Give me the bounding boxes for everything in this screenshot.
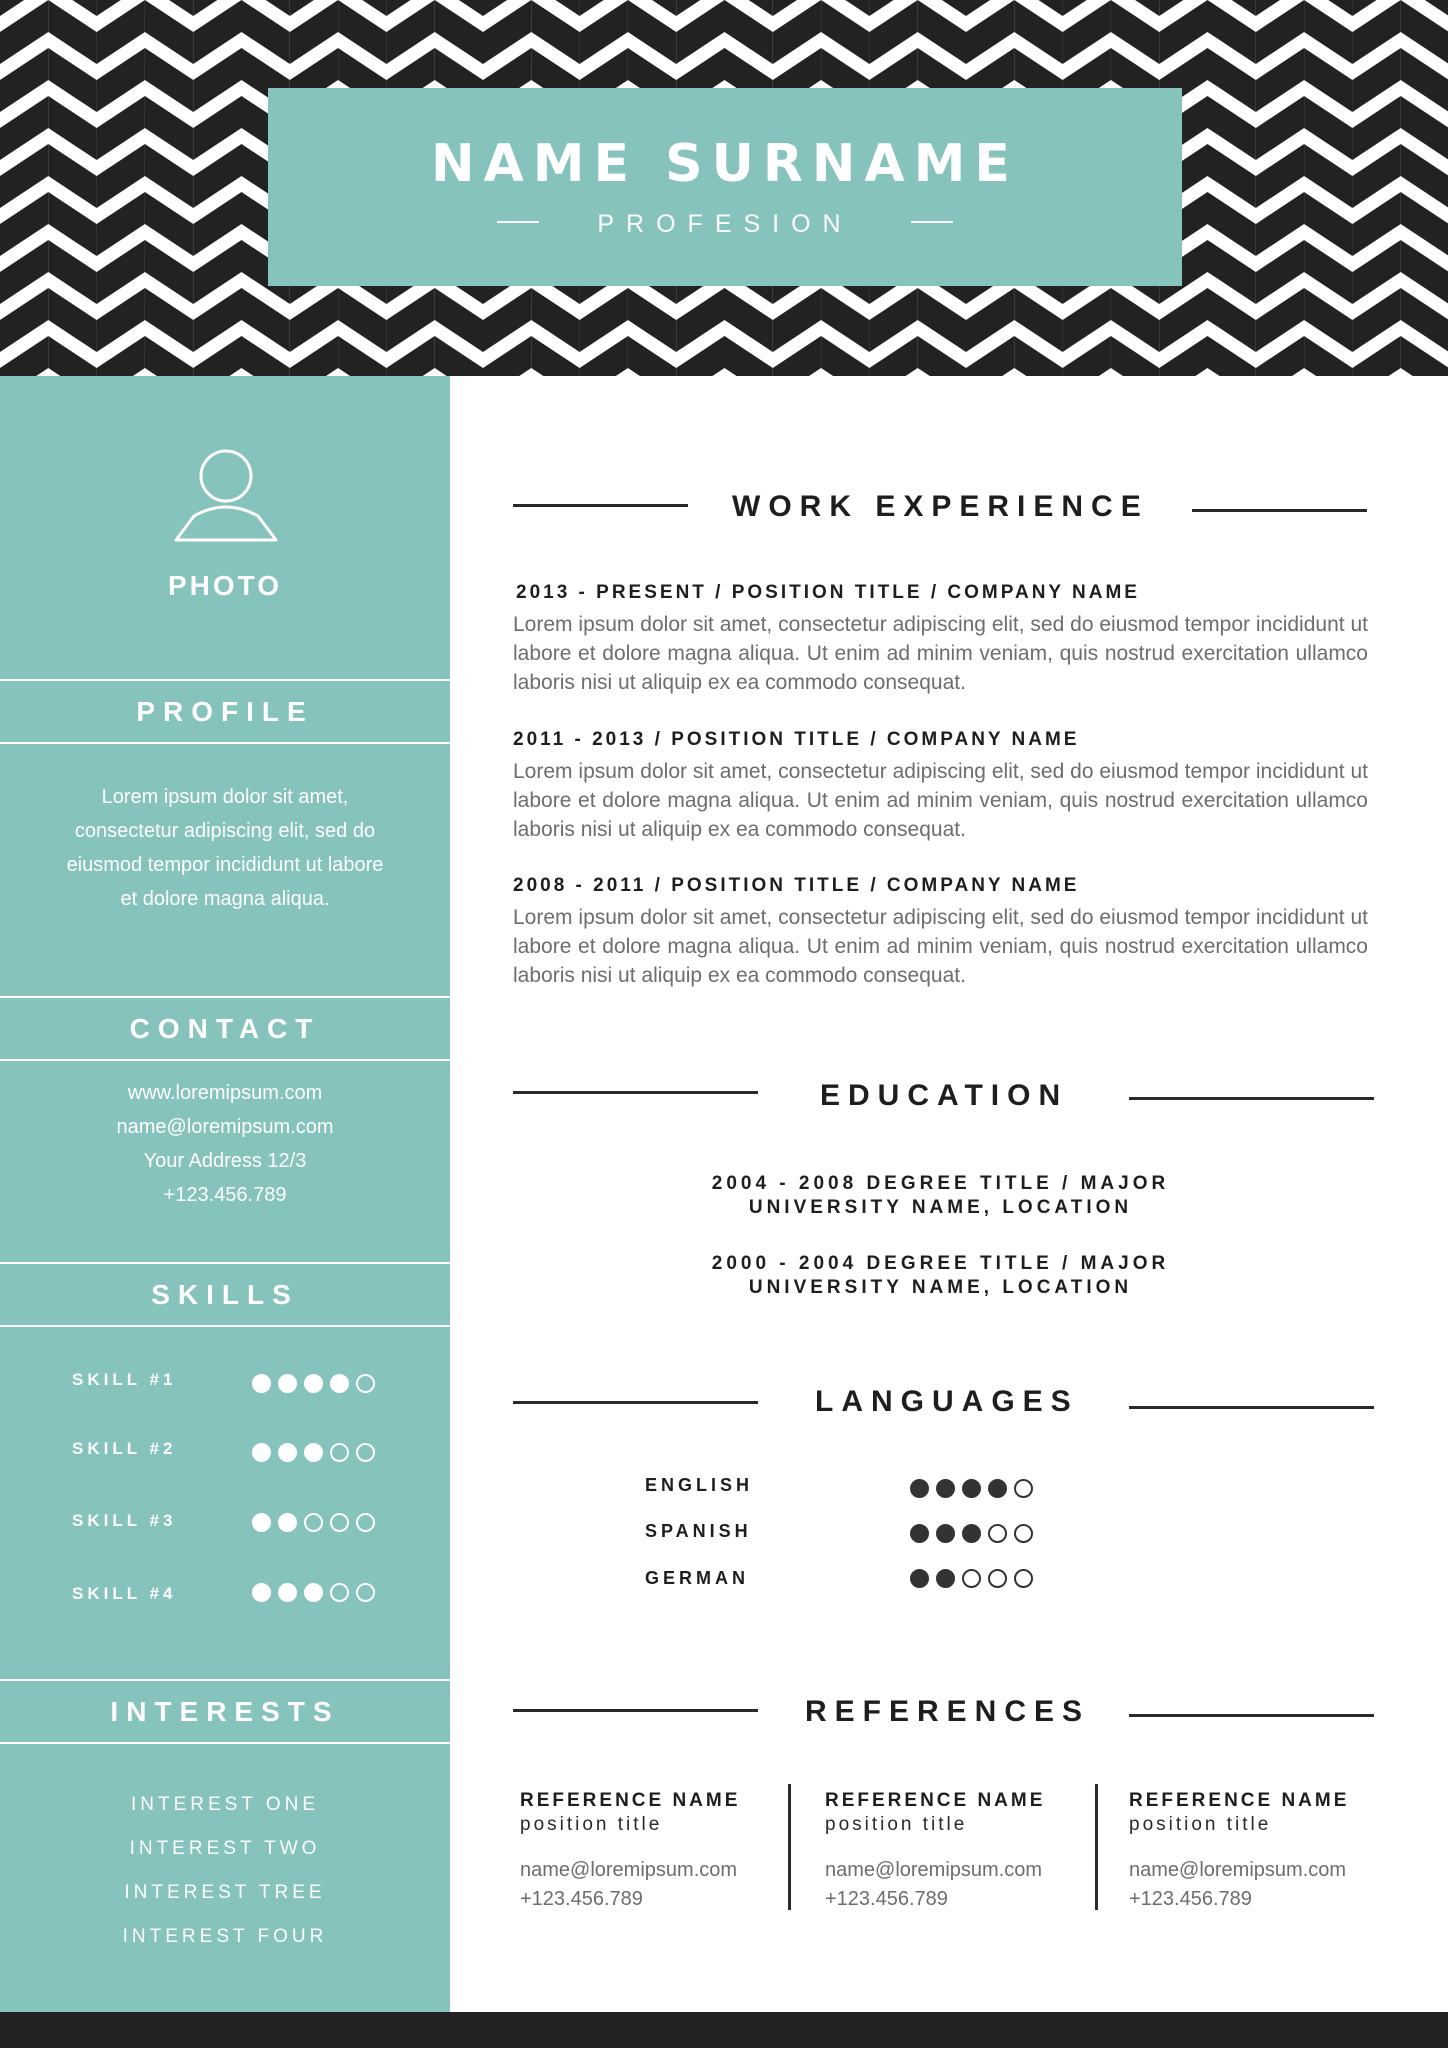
interest-item: INTEREST FOUR [122, 1926, 328, 1947]
rating-dot-filled [304, 1443, 323, 1462]
divider [0, 1262, 450, 1264]
skills-title: SKILLS [151, 1279, 299, 1310]
reference-position: position title [520, 1814, 663, 1835]
rating-dot-filled [278, 1374, 297, 1393]
divider [0, 1679, 450, 1681]
rating-dot-filled [936, 1479, 955, 1498]
divider [0, 1325, 450, 1327]
rating-dot-empty [304, 1513, 323, 1532]
rating-dot-filled [278, 1443, 297, 1462]
language-label: SPANISH [645, 1521, 752, 1541]
rating-dot-filled [910, 1524, 929, 1543]
rating-dot-filled [278, 1583, 297, 1602]
reference-position: position title [825, 1814, 968, 1835]
rating-dot-filled [252, 1374, 271, 1393]
work-title: WORK EXPERIENCE [732, 490, 1149, 523]
rating-dot-empty [356, 1583, 375, 1602]
divider [0, 1059, 450, 1061]
rating-dot-filled [304, 1583, 323, 1602]
rating-dot-filled [278, 1513, 297, 1532]
reference-phone: +123.456.789 [520, 1888, 643, 1910]
language-label: ENGLISH [645, 1475, 754, 1495]
job-description: Lorem ipsum dolor sit amet, consectetur adipiscing elit, sed do eiusmod tempor incididunt ut labore et dolore magna aliqua. Ut enim ad minim veniam, quis nostrud exercitation ullamco laboris nisi ut aliquip ex ea commodo consequat. [513, 906, 1368, 987]
footer-bar [0, 2012, 1448, 2048]
contact-title: CONTACT [129, 1013, 321, 1044]
interest-item: INTEREST ONE [130, 1794, 320, 1815]
contact-address: Your Address 12/3 [143, 1150, 307, 1172]
education-school: UNIVERSITY NAME, LOCATION [748, 1197, 1133, 1218]
rating-dot-empty [356, 1443, 375, 1462]
skill-rating [252, 1583, 375, 1602]
job-description: Lorem ipsum dolor sit amet, consectetur adipiscing elit, sed do eiusmod tempor incididunt ut labore et dolore magna aliqua. Ut enim ad minim veniam, quis nostrud exercitation ullamco laboris nisi ut aliquip ex ea commodo consequat. [513, 613, 1368, 694]
rating-dot-filled [910, 1569, 929, 1588]
rating-dot-filled [910, 1479, 929, 1498]
section-rule [513, 1401, 758, 1404]
rating-dot-filled [936, 1569, 955, 1588]
reference-email: name@loremipsum.com [520, 1859, 738, 1881]
reference-phone: +123.456.789 [825, 1888, 948, 1910]
reference-card [1129, 1790, 1389, 1914]
section-rule [1129, 1097, 1374, 1100]
divider [0, 742, 450, 744]
contact-phone: +123.456.789 [163, 1184, 287, 1206]
reference-phone: +123.456.789 [1129, 1888, 1252, 1910]
interest-item: INTEREST TREE [124, 1882, 326, 1903]
job-heading: 2013 - PRESENT / POSITION TITLE / COMPANY NAME [516, 582, 1140, 603]
job-heading: 2008 - 2011 / POSITION TITLE / COMPANY NAME [513, 875, 1080, 896]
language-rating [910, 1524, 1033, 1543]
rating-dot-filled [936, 1524, 955, 1543]
rating-dot-empty [330, 1443, 349, 1462]
reference-position: position title [1129, 1814, 1272, 1835]
rating-dot-filled [962, 1524, 981, 1543]
rating-dot-empty [356, 1513, 375, 1532]
rating-dot-empty [1014, 1569, 1033, 1588]
divider [0, 679, 450, 681]
reference-card [825, 1790, 1085, 1914]
language-label: GERMAN [645, 1568, 749, 1588]
education-degree: 2004 - 2008 DEGREE TITLE / MAJOR [711, 1173, 1170, 1194]
section-rule [513, 1091, 758, 1094]
job-description: Lorem ipsum dolor sit amet, consectetur adipiscing elit, sed do eiusmod tempor incididunt ut labore et dolore magna aliqua. Ut enim ad minim veniam, quis nostrud exercitation ullamco laboris nisi ut aliquip ex ea commodo consequat. [513, 760, 1368, 841]
rating-dot-empty [1014, 1479, 1033, 1498]
rating-dot-filled [252, 1443, 271, 1462]
reference-email: name@loremipsum.com [1129, 1859, 1347, 1881]
contact-email: name@loremipsum.com [116, 1116, 334, 1138]
rating-dot-filled [252, 1513, 271, 1532]
rating-dot-empty [330, 1583, 349, 1602]
rating-dot-filled [304, 1374, 323, 1393]
skill-label: SKILL #4 [72, 1584, 177, 1603]
contact-website: www.loremipsum.com [127, 1082, 323, 1104]
rating-dot-filled [988, 1479, 1007, 1498]
rating-dot-empty [1014, 1524, 1033, 1543]
education-degree: 2000 - 2004 DEGREE TITLE / MAJOR [711, 1253, 1170, 1274]
profession: PROFESION [597, 210, 853, 238]
rating-dot-filled [330, 1374, 349, 1393]
reference-name: REFERENCE NAME [825, 1790, 1046, 1811]
reference-card [520, 1790, 780, 1914]
references-title: REFERENCES [805, 1695, 1091, 1728]
sidebar [0, 376, 450, 2012]
divider [0, 996, 450, 998]
interests-title: INTERESTS [110, 1696, 340, 1727]
skill-label: SKILL #2 [72, 1439, 177, 1458]
full-name: NAME SURNAME [431, 134, 1019, 194]
skill-rating [252, 1513, 375, 1532]
profession-line-right [911, 221, 953, 223]
rating-dot-empty [356, 1374, 375, 1393]
interest-item: INTEREST TWO [129, 1838, 321, 1859]
rating-dot-filled [962, 1479, 981, 1498]
section-rule [1192, 509, 1367, 512]
rating-dot-filled [252, 1583, 271, 1602]
photo-label: PHOTO [167, 570, 283, 601]
reference-name: REFERENCE NAME [1129, 1790, 1350, 1811]
job-heading: 2011 - 2013 / POSITION TITLE / COMPANY NAME [513, 729, 1080, 750]
skill-label: SKILL #1 [72, 1370, 177, 1389]
education-school: UNIVERSITY NAME, LOCATION [748, 1277, 1133, 1298]
education-title: EDUCATION [820, 1079, 1069, 1112]
reference-email: name@loremipsum.com [825, 1859, 1043, 1881]
divider [0, 1742, 450, 1744]
profile-title: PROFILE [136, 696, 314, 727]
rating-dot-empty [988, 1524, 1007, 1543]
reference-separator [788, 1784, 791, 1910]
header-banner [0, 0, 1448, 376]
rating-dot-empty [962, 1569, 981, 1588]
reference-name: REFERENCE NAME [520, 1790, 741, 1811]
skill-rating [252, 1443, 375, 1462]
reference-separator [1095, 1784, 1098, 1910]
section-rule [513, 1709, 758, 1712]
rating-dot-empty [988, 1569, 1007, 1588]
languages-title: LANGUAGES [815, 1385, 1079, 1418]
section-rule [1129, 1406, 1374, 1409]
rating-dot-empty [330, 1513, 349, 1532]
profile-text: Lorem ipsum dolor sit amet, consectetur adipiscing elit, sed do eiusmod tempor incididunt ut labore et dolore magna aliqua. [66, 786, 384, 910]
language-rating [910, 1479, 1033, 1498]
section-rule [1129, 1714, 1374, 1717]
user-icon [174, 446, 278, 546]
language-rating [910, 1569, 1033, 1588]
skill-label: SKILL #3 [72, 1511, 177, 1530]
skill-rating [252, 1374, 375, 1393]
name-box [268, 88, 1182, 286]
section-rule [513, 504, 688, 507]
